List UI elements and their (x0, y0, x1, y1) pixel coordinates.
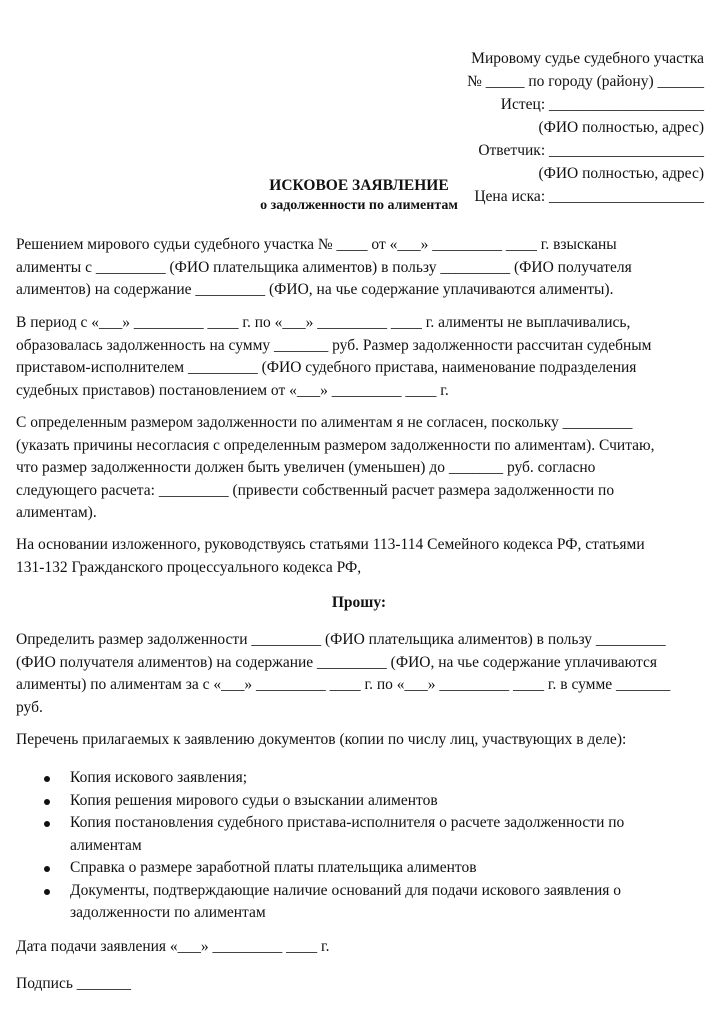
list-item-text: Копия искового заявления; (70, 769, 248, 786)
paragraph-debt-period (16, 312, 716, 402)
text-line: (ФИО получателя алиментов) на содержание _________ (ФИО, на чье содержание уплачиваются (16, 653, 657, 671)
list-item-text: алиментам (70, 836, 142, 854)
bullet-icon (44, 821, 50, 827)
list-item-text: задолженности по алиментам (70, 904, 266, 921)
date-line (16, 936, 716, 959)
text-line: руб. (16, 698, 43, 716)
text-line: приставом-исполнителем _________ (ФИО судебного пристава, наименование подразделения (16, 359, 637, 376)
header-line: № _____ по городу (району) ______ (467, 73, 704, 90)
text-line: (указать причины несогласия с определенным размером задолженности по алиментам). Считаю, (16, 436, 655, 454)
bullet-icon (44, 776, 50, 782)
list-item-text: Справка о размере заработной платы плательщика алиментов (70, 859, 477, 876)
text-line: что размер задолженности должен быть увеличен (уменьшен) до _______ руб. согласно (16, 459, 596, 476)
header-line: Ответчик: ____________________ (478, 142, 704, 159)
text-line: образовалась задолженность на сумму _______ руб. Размер задолженности рассчитан судебным (16, 336, 652, 354)
text-line: алименты) по алиментам за с «___» _________ ____ г. по «___» _________ ____ г. в сумме _______ (16, 676, 671, 693)
text-line: С определенным размером задолженности по алиментам я не согласен, поскольку _________ (16, 414, 633, 431)
text-line: судебных приставов) постановлением от «___» _________ ____ г. (16, 381, 449, 399)
attachments-list (0, 767, 718, 925)
text-line: Перечень прилагаемых к заявлению документов (копии по числу лиц, участвующих в деле): (16, 731, 627, 748)
paragraph-attachments-intro (16, 729, 716, 752)
text-line: На основании изложенного, руководствуясь статьями 113-114 Семейного кодекса РФ, статьями (16, 536, 645, 553)
list-item (0, 857, 718, 880)
header-line: Цена иска: ____________________ (474, 188, 704, 205)
document-title: ИСКОВОЕ ЗАЯВЛЕНИЕ (269, 177, 449, 194)
paragraph-legal-basis (16, 534, 716, 579)
request-heading: Прошу: (331, 594, 387, 611)
header-line: (ФИО полностью, адрес) (538, 165, 704, 182)
text-line: 131-132 Гражданского процессуального кодекса РФ, (16, 558, 362, 576)
document-subtitle: о задолженности по алиментам (260, 198, 458, 213)
text-line: Подпись _______ (16, 975, 132, 992)
text-line: Дата подачи заявления «___» _________ ____ г. (16, 938, 330, 955)
header-line: (ФИО полностью, адрес) (538, 119, 704, 136)
text-line: Определить размер задолженности _________ (ФИО плательщика алиментов) в пользу _________ (16, 631, 666, 648)
bullet-icon (44, 799, 50, 805)
paragraph-request (16, 629, 716, 719)
text-line: Решением мирового судьи судебного участка № ____ от «___» _________ ____ г. взысканы (16, 236, 617, 253)
header-line: Истец: ____________________ (500, 96, 704, 113)
list-item (0, 880, 718, 925)
paragraph-court-decision (16, 234, 716, 302)
list-item-text: Копия постановления судебного пристава-исполнителя о расчете задолженности по (70, 814, 625, 831)
list-item-text: Копия решения мирового судьи о взыскании алиментов (70, 791, 438, 809)
paragraph-disagreement (16, 412, 716, 525)
header-line: Мировому судье судебного участка (471, 50, 704, 67)
text-line: следующего расчета: _________ (привести собственный расчет размера задолженности по (16, 481, 615, 499)
text-line: алиментам). (16, 504, 97, 521)
list-item-text: Документы, подтверждающие наличие оснований для подачи искового заявления о (70, 881, 622, 899)
list-item (0, 812, 718, 857)
text-line: алименты с _________ (ФИО плательщика алиментов) в пользу _________ (ФИО получателя (16, 258, 632, 276)
signature-line (16, 973, 716, 996)
list-item (0, 767, 718, 790)
text-line: В период с «___» _________ ____ г. по «___» _________ ____ г. алименты не выплачивались, (16, 314, 631, 331)
list-item (0, 790, 718, 813)
bullet-icon (44, 866, 50, 872)
text-line: алиментов) на содержание _________ (ФИО, на чье содержание уплачиваются алименты). (16, 281, 614, 298)
bullet-icon (44, 889, 50, 895)
